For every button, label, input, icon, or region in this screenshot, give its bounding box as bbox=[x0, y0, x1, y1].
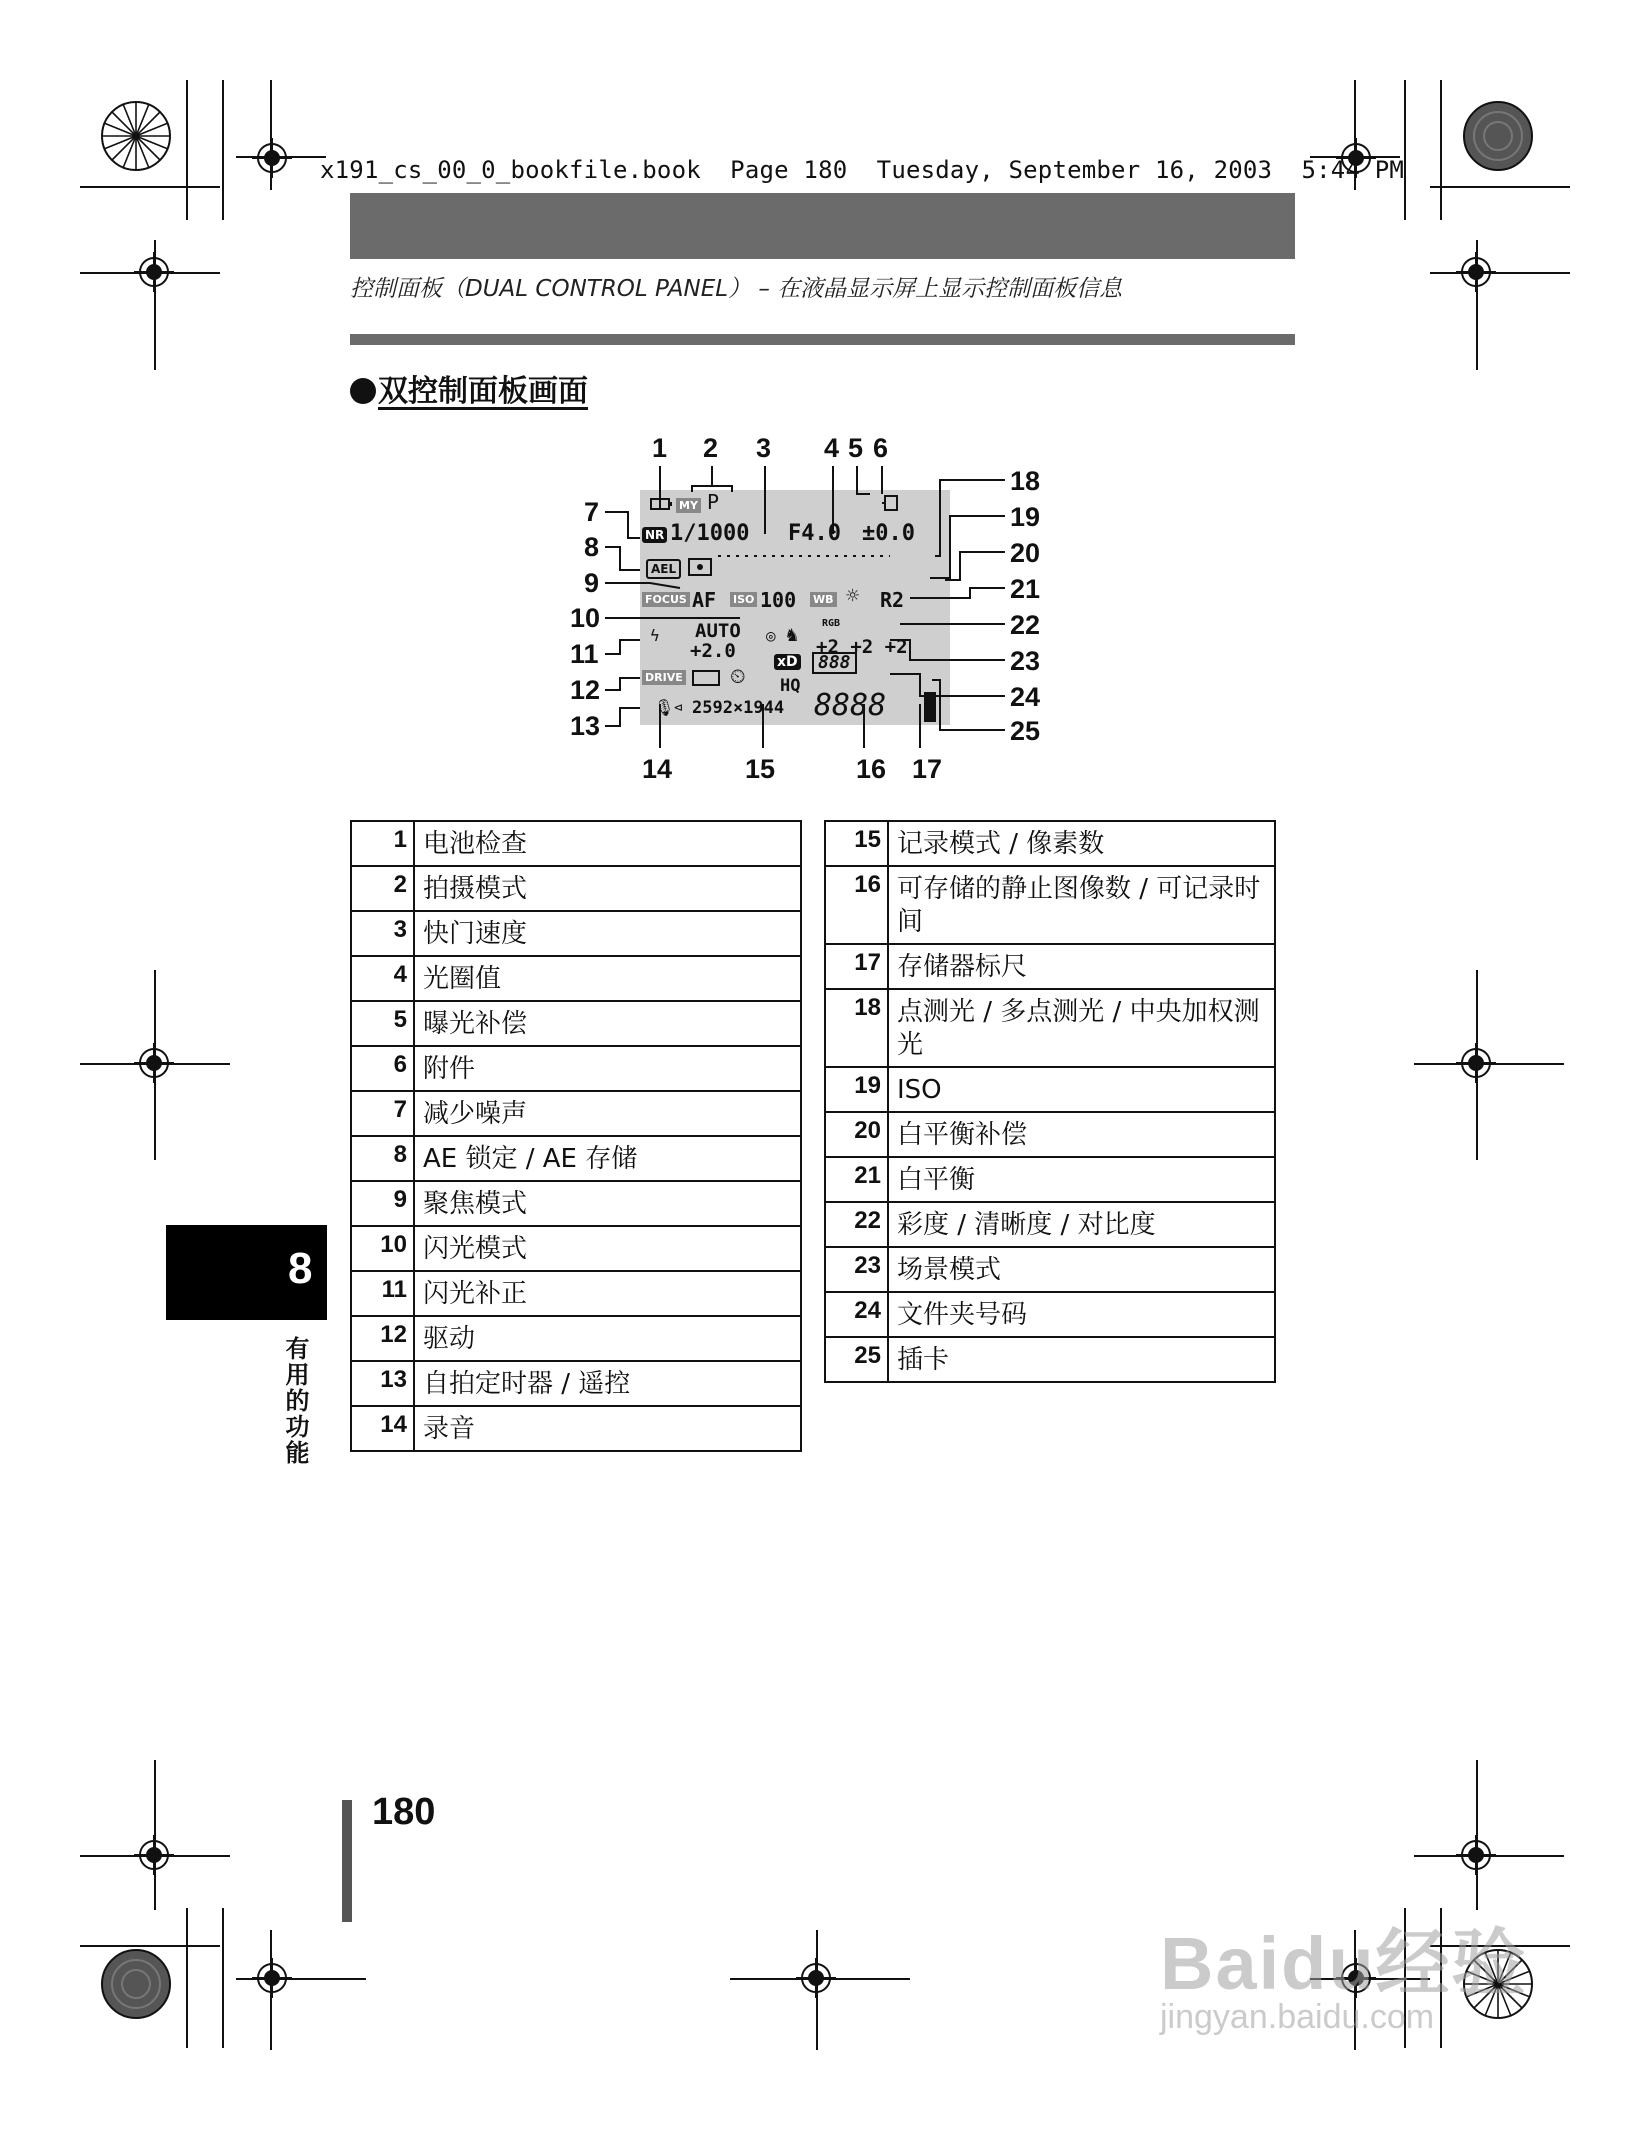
row-description: 插卡 bbox=[888, 1337, 1275, 1382]
page-number: 180 bbox=[372, 1791, 436, 1833]
registration-target-icon bbox=[796, 1958, 836, 1998]
row-number: 10 bbox=[351, 1226, 414, 1271]
row-description: 彩度 / 清晰度 / 对比度 bbox=[888, 1202, 1275, 1247]
row-description: 可存储的静止图像数 / 可记录时间 bbox=[888, 866, 1275, 944]
header-band bbox=[350, 193, 1295, 259]
registration-target-icon bbox=[1456, 252, 1496, 292]
table-row bbox=[351, 956, 801, 1001]
registration-target-icon bbox=[1456, 1043, 1496, 1083]
callout-9: 9 bbox=[584, 568, 600, 598]
my-mode-badge: MY bbox=[676, 498, 701, 513]
row-description: 点测光 / 多点测光 / 中央加权测光 bbox=[888, 989, 1275, 1067]
row-number: 17 bbox=[825, 944, 888, 989]
gray-dot-mark-icon bbox=[100, 1948, 172, 2020]
row-number: 8 bbox=[351, 1136, 414, 1181]
table-row bbox=[351, 1226, 801, 1271]
leader-lines bbox=[560, 430, 1070, 790]
row-description: 光圈值 bbox=[414, 956, 801, 1001]
row-description: 电池检查 bbox=[414, 821, 801, 866]
callout-21: 21 bbox=[1010, 574, 1041, 604]
row-description: 附件 bbox=[414, 1046, 801, 1091]
chapter-number: 8 bbox=[288, 1244, 313, 1293]
battery-icon bbox=[650, 498, 672, 510]
table-row bbox=[825, 944, 1275, 989]
table-row bbox=[351, 1091, 801, 1136]
noise-reduction-badge: NR bbox=[642, 527, 667, 543]
record-mode-icon: ⊲ bbox=[674, 700, 683, 716]
row-description: 聚焦模式 bbox=[414, 1181, 801, 1226]
table-row bbox=[825, 1247, 1275, 1292]
table-row bbox=[351, 1046, 801, 1091]
table-row bbox=[825, 866, 1275, 944]
pixel-count: 2592×1944 bbox=[692, 698, 785, 718]
callout-18: 18 bbox=[1010, 466, 1041, 496]
row-description: 闪光模式 bbox=[414, 1226, 801, 1271]
legend-table-left bbox=[350, 820, 802, 1452]
table-row bbox=[351, 1001, 801, 1046]
row-description: 记录模式 / 像素数 bbox=[888, 821, 1275, 866]
callout-15: 15 bbox=[745, 754, 776, 784]
table-row bbox=[351, 1136, 801, 1181]
registration-target-icon bbox=[252, 138, 292, 178]
row-number: 5 bbox=[351, 1001, 414, 1046]
rgb-label: RGB bbox=[822, 618, 841, 629]
iso-value: 100 bbox=[760, 588, 797, 612]
callout-22: 22 bbox=[1010, 610, 1041, 640]
page-number-bar bbox=[342, 1800, 352, 1922]
macro-icon: ◎ bbox=[766, 626, 776, 645]
spot-metering-icon bbox=[688, 558, 712, 576]
row-number: 25 bbox=[825, 1337, 888, 1382]
legend-table-right bbox=[824, 820, 1276, 1383]
row-description: 拍摄模式 bbox=[414, 866, 801, 911]
row-number: 11 bbox=[351, 1271, 414, 1316]
header-rule bbox=[350, 334, 1295, 345]
self-timer-icon: ⏲ bbox=[730, 664, 746, 688]
table-row bbox=[351, 1271, 801, 1316]
microphone-icon: 🎙 bbox=[654, 698, 675, 717]
table-row bbox=[825, 1292, 1275, 1337]
callout-5: 5 bbox=[848, 433, 864, 463]
table-row bbox=[825, 821, 1275, 866]
callout-2: 2 bbox=[703, 433, 719, 463]
row-description: 减少噪声 bbox=[414, 1091, 801, 1136]
section-title-text: 双控制面板画面 bbox=[378, 374, 588, 409]
table-row bbox=[825, 1157, 1275, 1202]
row-description: 存储器标尺 bbox=[888, 944, 1275, 989]
row-description: 场景模式 bbox=[888, 1247, 1275, 1292]
table-row bbox=[351, 1361, 801, 1406]
iso-badge: ISO bbox=[730, 592, 757, 607]
table-row bbox=[351, 866, 801, 911]
table-row bbox=[825, 1202, 1275, 1247]
frame-count-digits: 8888 bbox=[814, 688, 887, 723]
row-description: 录音 bbox=[414, 1406, 801, 1451]
watermark-logo: Baidu经验 bbox=[1160, 1922, 1528, 2005]
registration-target-icon bbox=[1456, 1835, 1496, 1875]
row-number: 22 bbox=[825, 1202, 888, 1247]
row-number: 6 bbox=[351, 1046, 414, 1091]
table-row bbox=[351, 1316, 801, 1361]
folder-number-digits: 888 bbox=[812, 652, 857, 674]
row-description: 曝光补偿 bbox=[414, 1001, 801, 1046]
callout-19: 19 bbox=[1010, 502, 1041, 532]
row-number: 24 bbox=[825, 1292, 888, 1337]
row-description: 白平衡补偿 bbox=[888, 1112, 1275, 1157]
callout-13: 13 bbox=[570, 711, 601, 741]
callout-8: 8 bbox=[584, 532, 600, 562]
table-row bbox=[351, 1406, 801, 1451]
callout-11: 11 bbox=[570, 639, 599, 669]
row-number: 21 bbox=[825, 1157, 888, 1202]
row-number: 3 bbox=[351, 911, 414, 956]
row-description: ISO bbox=[888, 1067, 1275, 1112]
saturation-sharpness-contrast: +2 +2 +2 bbox=[816, 636, 908, 658]
shutter-speed: 1/1000 bbox=[670, 521, 750, 546]
callout-14: 14 bbox=[642, 754, 673, 784]
table-row bbox=[825, 989, 1275, 1067]
table-row bbox=[351, 911, 801, 956]
ae-lock-badge: AEL bbox=[646, 559, 681, 579]
row-description: 闪光补正 bbox=[414, 1271, 801, 1316]
callout-4: 4 bbox=[824, 433, 840, 463]
table-row bbox=[351, 1181, 801, 1226]
flash-icon: ϟ bbox=[650, 626, 660, 645]
callout-16: 16 bbox=[856, 754, 887, 784]
row-description: 自拍定时器 / 遥控 bbox=[414, 1361, 801, 1406]
row-number: 15 bbox=[825, 821, 888, 866]
row-description: 快门速度 bbox=[414, 911, 801, 956]
bullet-icon bbox=[350, 378, 376, 404]
table-row bbox=[825, 1112, 1275, 1157]
row-number: 20 bbox=[825, 1112, 888, 1157]
row-description: 驱动 bbox=[414, 1316, 801, 1361]
drive-badge: DRIVE bbox=[642, 670, 686, 685]
section-title bbox=[350, 366, 588, 410]
sunny-wb-icon: ☼ bbox=[846, 584, 860, 609]
row-number: 14 bbox=[351, 1406, 414, 1451]
callout-20: 20 bbox=[1010, 538, 1041, 568]
row-number: 18 bbox=[825, 989, 888, 1067]
gray-dot-mark-icon bbox=[1462, 100, 1534, 172]
registration-target-icon bbox=[134, 1835, 174, 1875]
table-row bbox=[825, 1067, 1275, 1112]
page-subtitle: 控制面板（DUAL CONTROL PANEL） – 在液晶显示屏上显示控制面板信息 bbox=[350, 276, 1123, 302]
callout-10: 10 bbox=[570, 603, 601, 633]
dual-control-panel-diagram bbox=[560, 430, 1070, 790]
focus-badge: FOCUS bbox=[642, 592, 690, 607]
callout-3: 3 bbox=[756, 433, 772, 463]
book-file-info: x191_cs_00_0_bookfile.book Page 180 Tuesday, September 16, 2003 5:44 PM bbox=[320, 156, 1405, 184]
table-row bbox=[351, 821, 801, 866]
exposure-compensation: ±0.0 bbox=[862, 521, 915, 546]
scene-portrait-icon: ♞ bbox=[786, 622, 799, 646]
callout-23: 23 bbox=[1010, 646, 1041, 676]
row-number: 13 bbox=[351, 1361, 414, 1406]
watermark-url: jingyan.baidu.com bbox=[1160, 1998, 1435, 2036]
accessory-icon bbox=[882, 494, 900, 512]
callout-25: 25 bbox=[1010, 716, 1041, 746]
single-frame-icon bbox=[692, 670, 720, 686]
row-number: 4 bbox=[351, 956, 414, 1001]
row-description: 白平衡 bbox=[888, 1157, 1275, 1202]
row-number: 1 bbox=[351, 821, 414, 866]
registration-target-icon bbox=[134, 1043, 174, 1083]
flash-compensation: +2.0 bbox=[690, 640, 736, 662]
row-number: 2 bbox=[351, 866, 414, 911]
chapter-label: 有用的功能 bbox=[281, 1336, 309, 1466]
row-number: 7 bbox=[351, 1091, 414, 1136]
table-row bbox=[825, 1337, 1275, 1382]
mode-letter: P bbox=[707, 490, 720, 514]
callout-1: 1 bbox=[652, 433, 668, 463]
callout-17: 17 bbox=[912, 754, 943, 784]
callout-6: 6 bbox=[873, 433, 889, 463]
row-number: 9 bbox=[351, 1181, 414, 1226]
row-description: 文件夹号码 bbox=[888, 1292, 1275, 1337]
wb-compensation: R2 bbox=[880, 588, 905, 612]
row-description: AE 锁定 / AE 存储 bbox=[414, 1136, 801, 1181]
flash-mode: AUTO bbox=[695, 620, 741, 642]
row-number: 19 bbox=[825, 1067, 888, 1112]
aperture-value: F4.0 bbox=[788, 521, 841, 546]
wb-badge: WB bbox=[810, 592, 837, 607]
registration-target-icon bbox=[134, 252, 174, 292]
focus-mode: AF bbox=[692, 588, 717, 612]
callout-7: 7 bbox=[584, 497, 600, 527]
row-number: 12 bbox=[351, 1316, 414, 1361]
memory-gauge-bar bbox=[924, 692, 936, 722]
record-quality: HQ bbox=[780, 676, 801, 696]
row-number: 23 bbox=[825, 1247, 888, 1292]
registration-target-icon bbox=[252, 1958, 292, 1998]
xd-card-badge: xD bbox=[774, 654, 801, 670]
callout-24: 24 bbox=[1010, 682, 1041, 712]
row-number: 16 bbox=[825, 866, 888, 944]
callout-12: 12 bbox=[570, 675, 601, 705]
sunburst-mark-icon bbox=[100, 100, 172, 172]
